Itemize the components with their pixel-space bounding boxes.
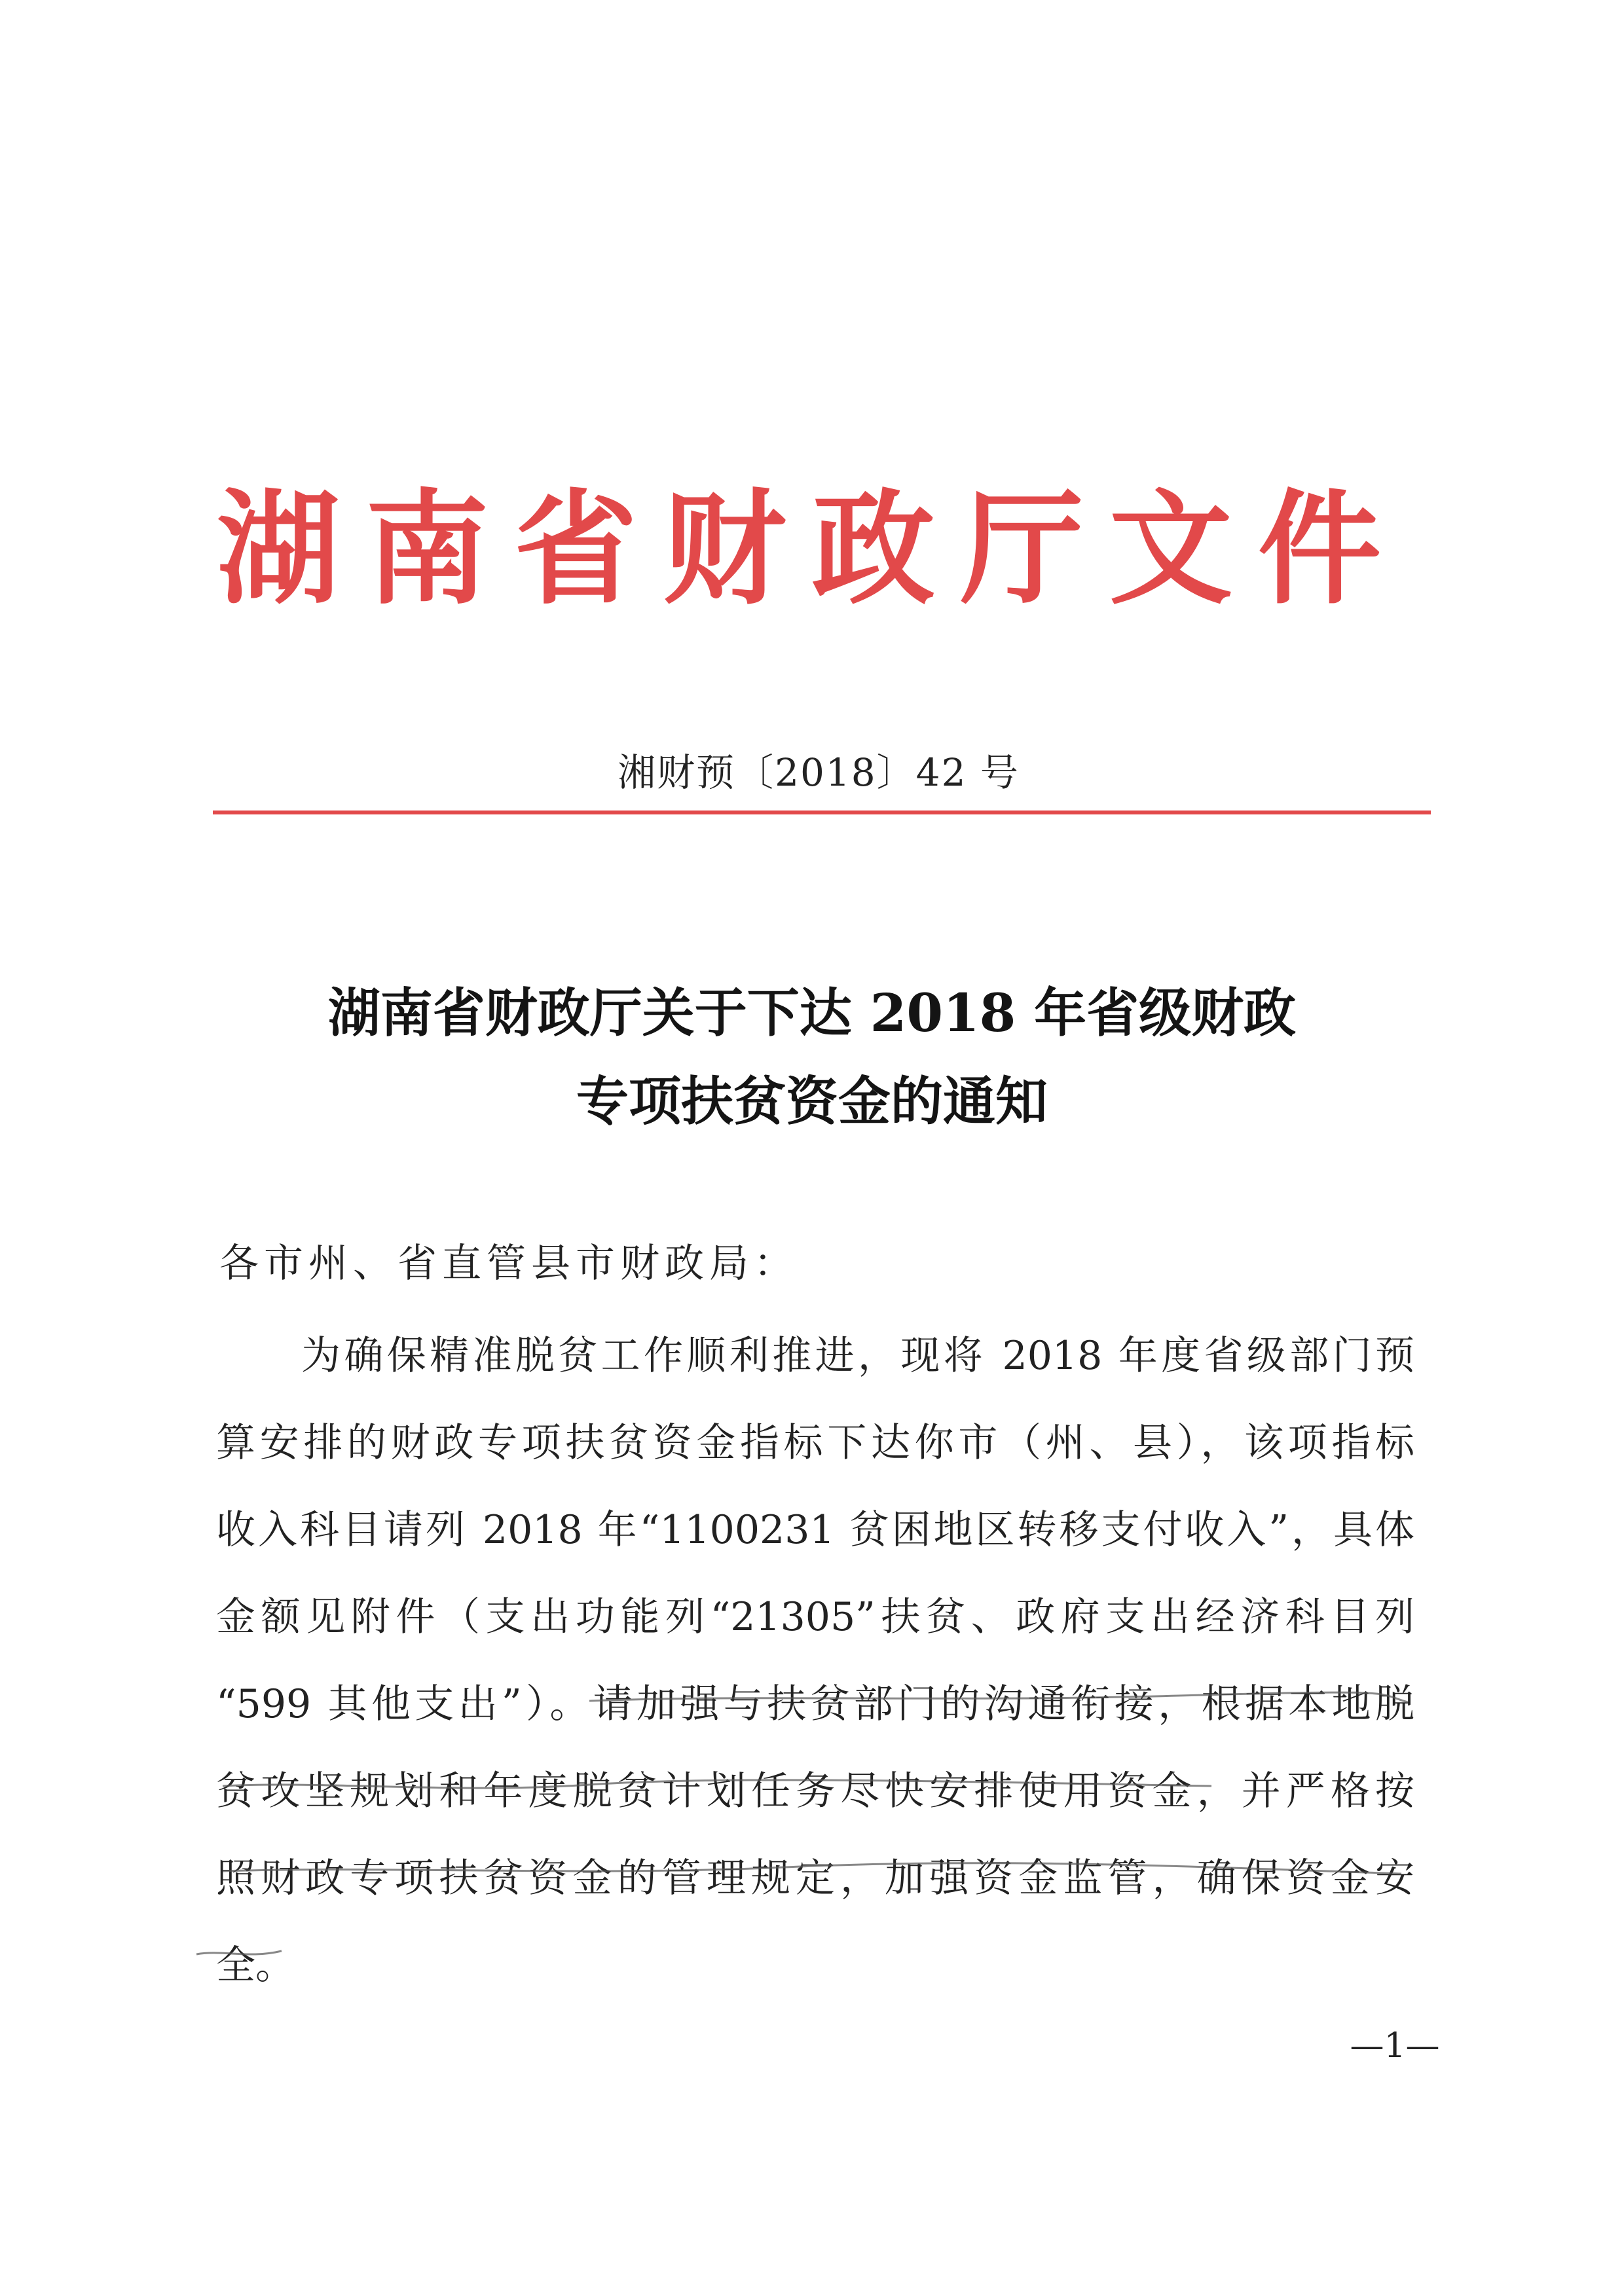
- header-char: 厅: [960, 478, 1084, 621]
- header-char: 省: [514, 478, 638, 621]
- recipient-line: 各市州、省直管县市财政局：: [219, 1241, 798, 1286]
- document-header: [216, 452, 1382, 648]
- title-line: 专项扶贫资金的通知: [576, 1070, 1048, 1132]
- body-line: 全。: [216, 1942, 295, 1988]
- header-divider: [213, 811, 1431, 814]
- body-line: 照财政专项扶贫资金的管理规定，加强资金监管，确保资金安: [216, 1855, 1414, 1901]
- header-char: 政: [811, 478, 935, 621]
- body-paragraph: [216, 1313, 1414, 2009]
- header-char: 湖: [217, 478, 340, 621]
- header-char: 财: [663, 478, 786, 621]
- title-line: 湖南省财政厅关于下达 2018 年省级财政: [327, 982, 1297, 1044]
- body-line: 算安排的财政专项扶贫资金指标下达你市（州、县），该项指标: [216, 1420, 1414, 1466]
- body-line: “599 其他支出”）。请加强与扶贫部门的沟通衔接，根据本地脱: [216, 1681, 1414, 1727]
- body-line: 收入科目请列 2018 年“1100231 贫困地区转移支付收入”，具体: [216, 1507, 1414, 1553]
- header-char: 件: [1257, 478, 1381, 621]
- header-char: 文: [1109, 478, 1232, 621]
- page-number: —1—: [1350, 2026, 1440, 2066]
- body-line: 金额见附件（支出功能列“21305”扶贫、政府支出经济科目列: [216, 1594, 1414, 1640]
- header-char: 南: [365, 478, 489, 621]
- document-title: [196, 969, 1428, 1146]
- body-line: 为确保精准脱贫工作顺利推进，现将 2018 年度省级部门预: [301, 1333, 1414, 1379]
- document-number: 湘财预〔2018〕42 号: [618, 750, 1020, 795]
- body-line: 贫攻坚规划和年度脱贫计划任务尽快安排使用资金，并严格按: [216, 1768, 1414, 1814]
